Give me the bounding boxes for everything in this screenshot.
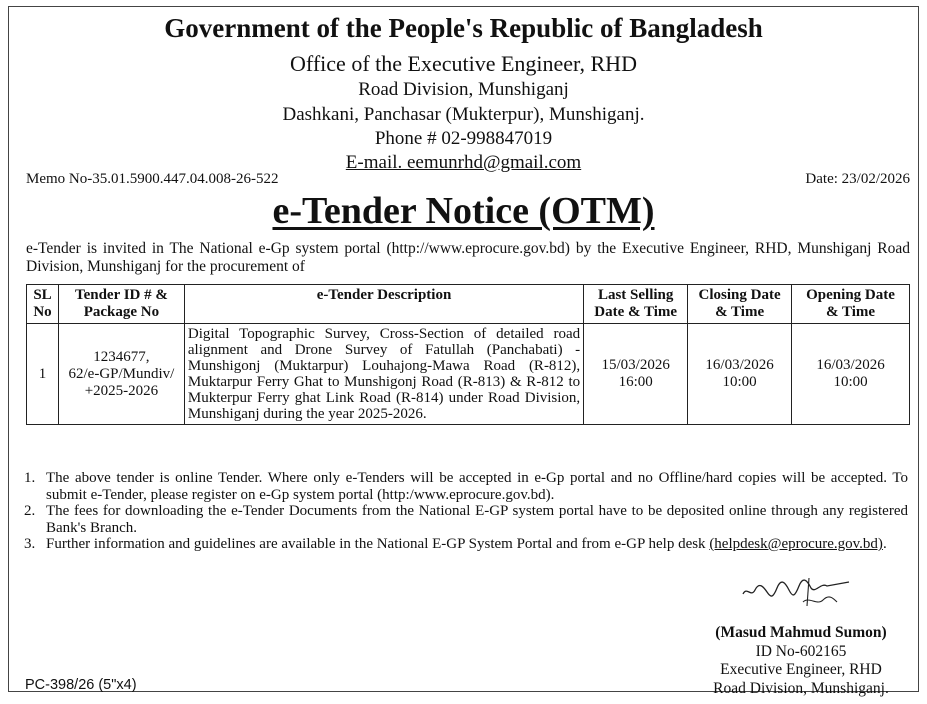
office-heading: Office of the Executive Engineer, RHD	[290, 51, 637, 76]
cell-sl: 1	[27, 324, 59, 425]
list-item: 3. Further information and guidelines are available in the National E-GP System Portal and from e-GP help desk (helpdesk@eprocure.gov.bd).	[24, 536, 887, 552]
signer-block	[696, 624, 906, 698]
header-description: e-Tender Description	[184, 285, 583, 324]
address-line: Dashkani, Panchasar (Mukterpur), Munshiganj.	[282, 104, 645, 125]
signature-image	[737, 572, 857, 612]
tender-table	[26, 284, 910, 425]
helpdesk-email-link[interactable]: (helpdesk@eprocure.gov.bd)	[709, 536, 883, 552]
cell-tender-id: 1234677, 62/e-GP/Mundiv/ +2025-2026	[58, 324, 184, 425]
signer-id: ID No-602165	[755, 642, 847, 660]
header-sl: SL No	[27, 285, 59, 324]
cell-opening: 16/03/2026 10:00	[792, 324, 910, 425]
email-line: E-mail. eemunrhd@gmail.com	[345, 152, 582, 173]
phone-line: Phone # 02-998847019	[374, 128, 553, 149]
table-header-row	[27, 285, 910, 324]
list-item: 1. The above tender is online Tender. Where only e-Tenders will be accepted in e-Gp portal and no Offline/hard copies will be accepted. To submit e-Tender, please register on e-Gp system portal (http:/www.eprocure.gov.bd).	[24, 470, 908, 503]
tender-notice	[8, 6, 919, 697]
header-closing: Closing Date & Time	[688, 285, 792, 324]
header-tender-id: Tender ID # & Package No	[58, 285, 184, 324]
signer-office: Road Division, Munshiganj.	[713, 679, 889, 697]
memo-number: Memo No-35.01.5900.447.04.008-26-522	[26, 171, 279, 187]
cell-description: Digital Topographic Survey, Cross-Section of detailed road alignment and Drone Survey of Fatullah (Panchabati) -Munshigonj (Muktarpur) Louhajong-Mawa Road (R-812), Muktarpur Ferry Ghat to Munshigonj Road (R-813) & R-812 to Mukterpur Ferry ghat Link Road (R-814) under Road Division, Munshiganj during the year 2025-2026.	[184, 324, 583, 425]
table-row	[27, 324, 910, 425]
notice-title: e-Tender Notice (OTM)	[272, 190, 655, 232]
signer-name: (Masud Mahmud Sumon)	[715, 624, 887, 641]
header-opening: Opening Date & Time	[792, 285, 910, 324]
cell-last-selling: 15/03/2026 16:00	[584, 324, 688, 425]
notes-list	[24, 470, 908, 553]
intro-paragraph: e-Tender is invited in The National e-Gp system portal (http://www.eprocure.gov.bd) by the Executive Engineer, RHD, Munshiganj Road Division, Munshiganj for the procurement of	[26, 240, 910, 275]
header-last-selling: Last Selling Date & Time	[584, 285, 688, 324]
government-heading: Government of the People's Republic of Bangladesh	[164, 13, 763, 43]
division-line: Road Division, Munshiganj	[358, 79, 569, 100]
notice-date: Date: 23/02/2026	[805, 171, 910, 187]
cell-closing: 16/03/2026 10:00	[688, 324, 792, 425]
list-item: 2. The fees for downloading the e-Tender Documents from the National E-GP system portal have to be deposited online through any registered Bank's Branch.	[24, 503, 908, 536]
signer-designation: Executive Engineer, RHD	[720, 661, 882, 678]
footer-code: PC-398/26 (5"x4)	[25, 677, 137, 693]
